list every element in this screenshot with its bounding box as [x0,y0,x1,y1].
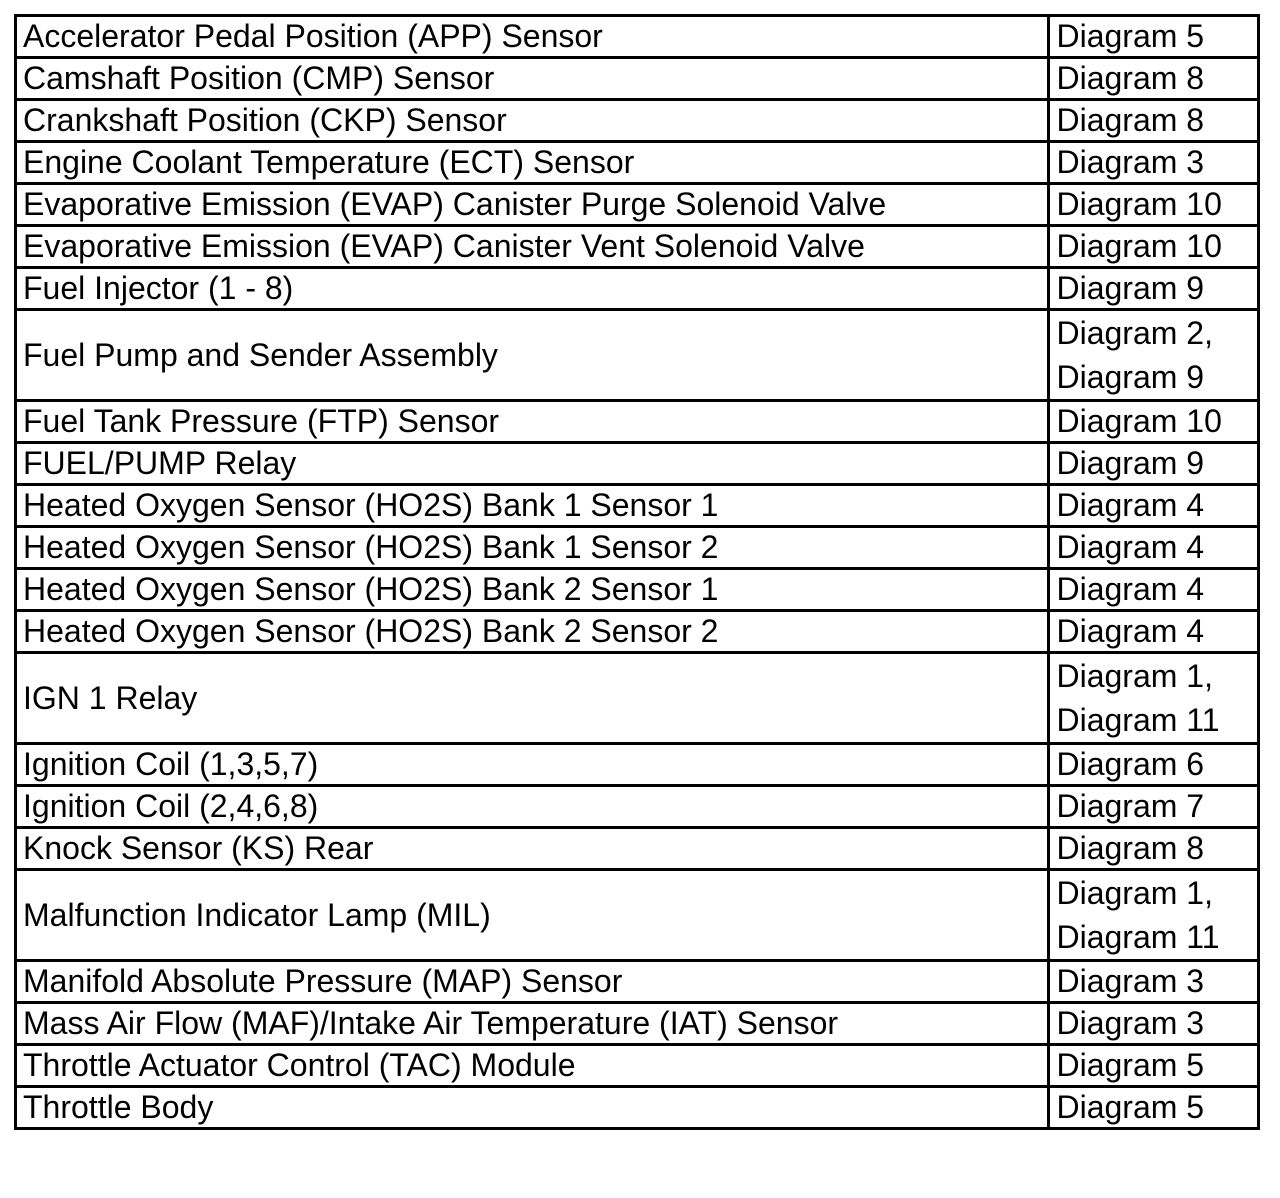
component-cell: Engine Coolant Temperature (ECT) Sensor [16,142,1049,184]
component-cell: Heated Oxygen Sensor (HO2S) Bank 2 Sensor 1 [16,569,1049,611]
diagram-reference: Diagram 10 [1056,186,1222,222]
diagram-cell [1049,100,1259,142]
diagram-cell [1049,485,1259,527]
component-cell: Fuel Tank Pressure (FTP) Sensor [16,401,1049,443]
diagram-cell [1049,653,1259,744]
diagram-cell [1049,1087,1259,1129]
component-cell: Evaporative Emission (EVAP) Canister Purge Solenoid Valve [16,184,1049,226]
diagram-reference: Diagram 2, [1056,315,1213,351]
table-row [16,16,1259,58]
component-cell: Fuel Pump and Sender Assembly [16,310,1049,401]
diagram-reference: Diagram 5 [1056,18,1205,54]
table-row [16,1087,1259,1129]
table-row [16,1045,1259,1087]
table-row [16,527,1259,569]
table-row [16,401,1259,443]
component-cell: Ignition Coil (2,4,6,8) [16,786,1049,828]
diagram-reference: Diagram 1, [1056,875,1213,911]
component-cell: Throttle Body [16,1087,1049,1129]
diagram-reference: Diagram 7 [1056,788,1205,824]
diagram-reference: Diagram 4 [1056,613,1205,649]
table-row [16,184,1259,226]
diagram-reference: Diagram 4 [1056,487,1205,523]
diagram-cell [1049,744,1259,786]
diagram-cell [1049,443,1259,485]
table-row [16,870,1259,961]
diagram-reference: Diagram 8 [1056,830,1205,866]
diagram-cell [1049,310,1259,401]
diagram-cell [1049,184,1259,226]
diagram-reference: Diagram 10 [1056,403,1222,439]
table-row [16,268,1259,310]
table-row [16,226,1259,268]
diagram-reference: Diagram 3 [1056,1005,1205,1041]
diagram-cell [1049,1045,1259,1087]
table-row [16,485,1259,527]
table-row [16,786,1259,828]
diagram-reference: Diagram 6 [1056,746,1205,782]
diagram-cell [1049,870,1259,961]
table-row [16,142,1259,184]
table-row [16,744,1259,786]
component-cell: Camshaft Position (CMP) Sensor [16,58,1049,100]
table-row [16,58,1259,100]
diagram-reference: Diagram 8 [1056,60,1205,96]
table-row [16,653,1259,744]
diagram-reference: Diagram 5 [1056,1047,1205,1083]
component-cell: Mass Air Flow (MAF)/Intake Air Temperature (IAT) Sensor [16,1003,1049,1045]
diagram-reference: Diagram 8 [1056,102,1205,138]
diagram-reference: Diagram 4 [1056,571,1205,607]
component-cell: Ignition Coil (1,3,5,7) [16,744,1049,786]
component-cell: Heated Oxygen Sensor (HO2S) Bank 2 Sensor 2 [16,611,1049,653]
table-row [16,310,1259,401]
component-cell: Knock Sensor (KS) Rear [16,828,1049,870]
table-row [16,443,1259,485]
diagram-reference: Diagram 3 [1056,963,1205,999]
diagram-reference: Diagram 1, [1056,658,1213,694]
diagram-reference: Diagram 9 [1056,270,1205,306]
diagram-cell [1049,961,1259,1003]
diagram-cell [1049,611,1259,653]
diagram-cell [1049,142,1259,184]
component-cell: Malfunction Indicator Lamp (MIL) [16,870,1049,961]
table-row [16,828,1259,870]
component-cell: IGN 1 Relay [16,653,1049,744]
diagram-cell [1049,401,1259,443]
component-cell: Throttle Actuator Control (TAC) Module [16,1045,1049,1087]
diagram-reference: Diagram 9 [1056,359,1205,395]
diagram-reference: Diagram 3 [1056,144,1205,180]
diagram-reference: Diagram 4 [1056,529,1205,565]
diagram-reference: Diagram 11 [1056,919,1220,955]
diagram-reference: Diagram 5 [1056,1089,1205,1125]
component-cell: Accelerator Pedal Position (APP) Sensor [16,16,1049,58]
component-diagram-table [14,14,1260,1130]
diagram-reference: Diagram 10 [1056,228,1222,264]
diagram-reference: Diagram 11 [1056,702,1220,738]
diagram-cell [1049,226,1259,268]
component-cell: FUEL/PUMP Relay [16,443,1049,485]
diagram-cell [1049,828,1259,870]
table-row [16,100,1259,142]
table-row [16,611,1259,653]
diagram-cell [1049,1003,1259,1045]
table-row [16,569,1259,611]
diagram-cell [1049,786,1259,828]
component-cell: Heated Oxygen Sensor (HO2S) Bank 1 Sensor 1 [16,485,1049,527]
component-cell: Crankshaft Position (CKP) Sensor [16,100,1049,142]
diagram-cell [1049,58,1259,100]
diagram-cell [1049,16,1259,58]
diagram-cell [1049,268,1259,310]
table-body [16,16,1259,1129]
table-row [16,1003,1259,1045]
component-cell: Fuel Injector (1 - 8) [16,268,1049,310]
component-cell: Heated Oxygen Sensor (HO2S) Bank 1 Sensor 2 [16,527,1049,569]
diagram-cell [1049,569,1259,611]
diagram-cell [1049,527,1259,569]
table-row [16,961,1259,1003]
component-cell: Evaporative Emission (EVAP) Canister Vent Solenoid Valve [16,226,1049,268]
diagram-reference: Diagram 9 [1056,445,1205,481]
component-cell: Manifold Absolute Pressure (MAP) Sensor [16,961,1049,1003]
